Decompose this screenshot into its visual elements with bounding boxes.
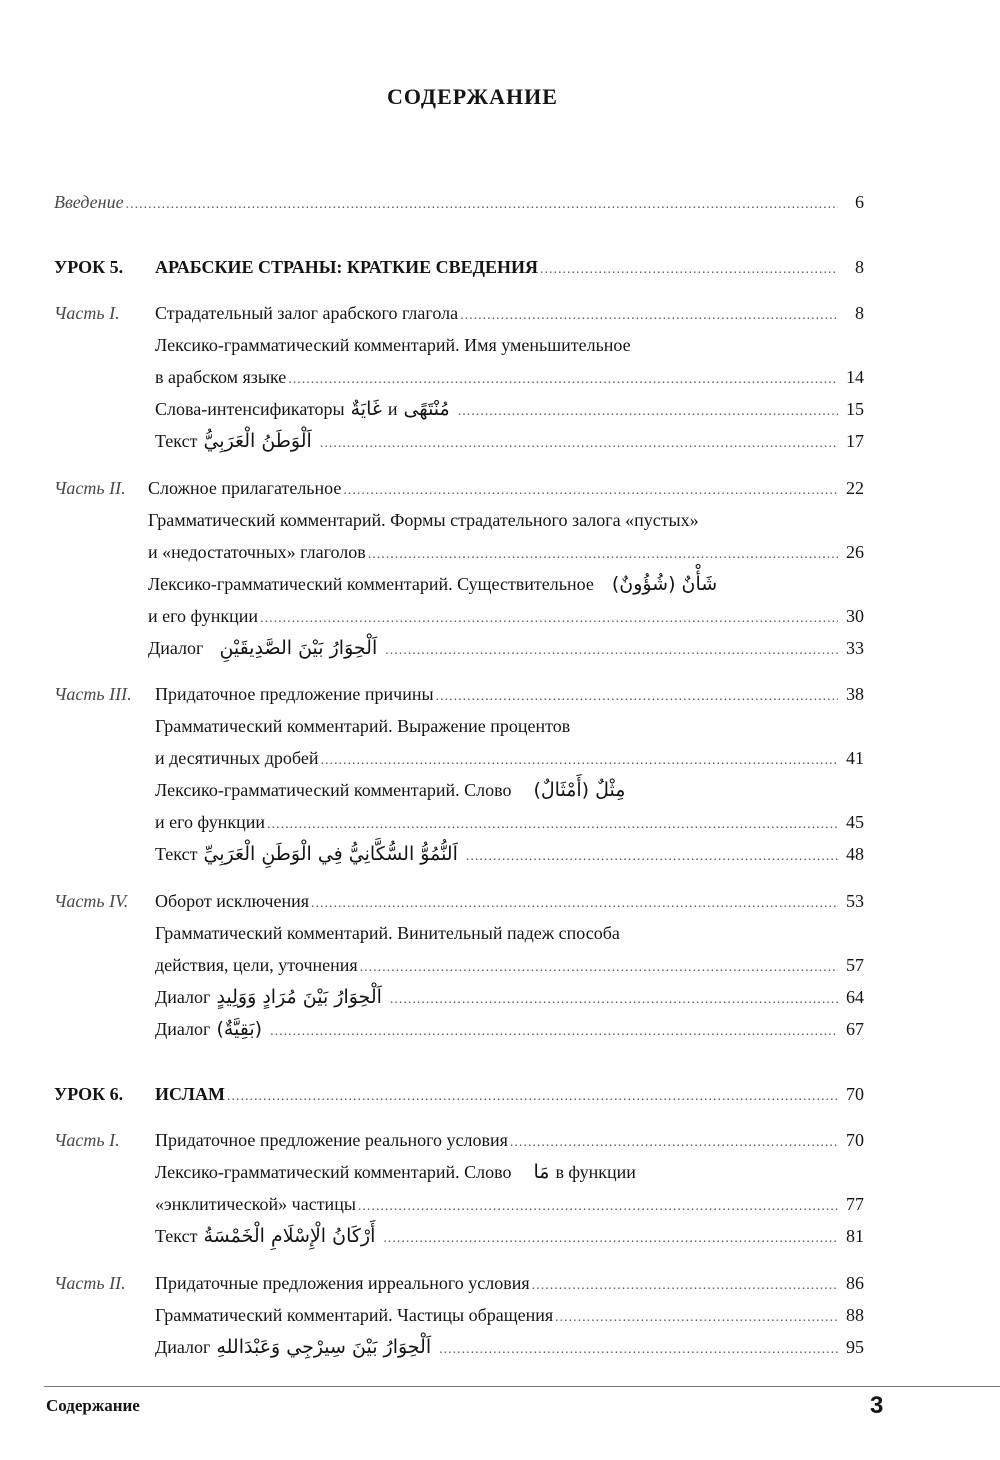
entry-label: Введение	[54, 192, 124, 212]
toc-entry-line	[155, 331, 864, 359]
page-title: СОДЕРЖАНИЕ	[387, 84, 558, 109]
toc-entry[interactable]	[155, 1222, 864, 1250]
part-label: Часть II.	[54, 478, 126, 498]
entry-title: Диалог	[155, 1337, 211, 1357]
entry-title: Оборот исключения	[155, 891, 309, 911]
toc-entry[interactable]	[155, 983, 864, 1011]
leader-dots	[270, 1018, 838, 1046]
arabic-title: اَلْوَطَنُ الْعَرَبِيُّ	[203, 430, 312, 452]
entry-title: Текст	[155, 1226, 198, 1246]
toc-entry-introduction[interactable]	[54, 188, 864, 216]
toc-entry[interactable]	[148, 538, 864, 566]
page-number: 17	[846, 431, 864, 451]
toc-entry-line	[148, 506, 864, 534]
part-label: Часть III.	[54, 684, 132, 704]
page-number: 15	[846, 399, 864, 419]
entry-title: Лексико-грамматический комментарий. Слово	[155, 780, 512, 800]
leader-dots	[383, 1225, 838, 1253]
page-number: 45	[846, 812, 864, 832]
page-number: 14	[846, 367, 864, 387]
page-number: 8	[855, 257, 864, 277]
page-number: 81	[846, 1226, 864, 1246]
page-number: 33	[846, 638, 864, 658]
page-number: 57	[846, 955, 864, 975]
leader-dots	[320, 747, 838, 775]
toc-entry-line	[155, 1158, 864, 1186]
entry-title: Сложное прилагательное	[148, 478, 342, 498]
lesson-title: АРАБСКИЕ СТРАНЫ: КРАТКИЕ СВЕДЕНИЯ	[155, 257, 539, 277]
toc-entry[interactable]	[155, 1190, 864, 1218]
entry-title: Лексико-грамматический комментарий. Слово	[155, 1162, 512, 1182]
page-number: 41	[846, 748, 864, 768]
conjunction: и	[387, 399, 398, 419]
toc-entry[interactable]	[148, 634, 864, 662]
leader-dots	[320, 430, 838, 458]
page-number: 88	[846, 1305, 864, 1325]
leader-dots	[466, 843, 838, 871]
page-number: 30	[846, 606, 864, 626]
leader-dots	[385, 637, 838, 665]
page-number: 8	[855, 303, 864, 323]
leader-dots	[368, 541, 838, 569]
entry-title: Грамматический комментарий. Формы страдательного залога «пустых»	[148, 510, 699, 530]
leader-dots	[311, 890, 838, 918]
entry-title-cont: в арабском языке	[155, 367, 287, 387]
toc-entry[interactable]	[54, 299, 864, 327]
arabic-term: مُنْتَهًى	[403, 398, 450, 420]
entry-title-cont: действия, цели, уточнения	[155, 955, 358, 975]
leader-dots	[439, 1336, 838, 1364]
toc-lesson-6[interactable]	[54, 1080, 864, 1108]
toc-entry-line	[155, 919, 864, 947]
part-label: Часть II.	[54, 1273, 126, 1293]
leader-dots	[360, 954, 838, 982]
entry-title: Слова-интенсификаторы	[155, 399, 345, 419]
entry-title: Придаточное предложение реального условия	[155, 1130, 508, 1150]
leader-dots	[260, 605, 838, 633]
leader-dots	[436, 683, 838, 711]
toc-entry[interactable]	[148, 602, 864, 630]
toc-entry[interactable]	[54, 680, 864, 708]
entry-title: Лексико-грамматический комментарий. Существительное	[148, 574, 594, 594]
entry-title-cont: «энклитической» частицы	[155, 1194, 356, 1214]
leader-dots	[540, 256, 838, 284]
toc-entry[interactable]	[54, 887, 864, 915]
entry-title: Диалог	[155, 1019, 211, 1039]
page-number: 67	[846, 1019, 864, 1039]
toc-entry[interactable]	[155, 427, 864, 455]
entry-title: Диалог	[148, 638, 204, 658]
toc-lesson-5[interactable]	[54, 253, 864, 281]
arabic-term: غَايَةٌ	[350, 398, 382, 420]
page-number: 48	[846, 844, 864, 864]
entry-title: в функции	[555, 1162, 636, 1182]
entry-title: Диалог	[155, 987, 211, 1007]
lesson-number: УРОК 6.	[54, 1084, 124, 1104]
leader-dots	[532, 1272, 838, 1300]
toc-entry[interactable]	[54, 474, 864, 502]
arabic-title: (بَقِيَّةٌ)	[216, 1018, 263, 1040]
page-number: 70	[846, 1130, 864, 1150]
entry-title-cont: и «недостаточных» глаголов	[148, 542, 366, 562]
leader-dots	[390, 986, 838, 1014]
lesson-title: ИСЛАМ	[155, 1084, 225, 1104]
toc-entry-line	[148, 570, 864, 598]
footer-rule	[44, 1386, 1000, 1387]
entry-title-cont: и его функции	[155, 812, 266, 832]
entry-title: Текст	[155, 844, 198, 864]
arabic-title: اَلْحِوَارُ بَيْنَ الصَّدِيقَيْنِ	[219, 637, 378, 659]
entry-title: Страдательный залог арабского глагола	[155, 303, 459, 323]
entry-title: Придаточное предложение причины	[155, 684, 434, 704]
toc-entry[interactable]	[155, 744, 864, 772]
toc-entry-line	[155, 712, 864, 740]
part-label: Часть I.	[54, 303, 120, 323]
entry-title: Грамматический комментарий. Выражение процентов	[155, 716, 571, 736]
page-number: 6	[855, 192, 864, 212]
arabic-title: اَلْحِوَارُ بَيْنَ سِيرْجِي وَعَبْدَاللهِ	[216, 1336, 432, 1358]
entry-title: Грамматический комментарий. Винительный падеж способа	[155, 923, 620, 943]
leader-dots	[510, 1129, 838, 1157]
toc-entry[interactable]	[155, 840, 864, 868]
page-number: 70	[846, 1084, 864, 1104]
toc-entry[interactable]	[155, 1333, 864, 1361]
leader-dots	[343, 477, 838, 505]
arabic-title: اَلْحِوَارُ بَيْنَ مُرَادٍ وَوَلِيدٍ	[216, 986, 382, 1008]
toc-entry[interactable]	[155, 1301, 864, 1329]
page-number: 53	[846, 891, 864, 911]
arabic-term: مِثْلٌ (أَمْثَالٌ)	[533, 779, 626, 801]
footer-title: Содержание	[46, 1396, 140, 1415]
page-number: 22	[846, 478, 864, 498]
leader-dots	[126, 191, 838, 219]
page-number: 86	[846, 1273, 864, 1293]
toc-entry[interactable]	[155, 395, 864, 423]
toc-entry[interactable]	[155, 808, 864, 836]
lesson-number: УРОК 5.	[54, 257, 124, 277]
arabic-term: شَأْنٌ (شُؤُونٌ)	[611, 573, 718, 595]
part-label: Часть IV.	[54, 891, 129, 911]
part-label: Часть I.	[54, 1130, 120, 1150]
leader-dots	[267, 811, 838, 839]
arabic-title: اَلنُّمُوُّ السُّكَّانِيُّ فِي الْوَطَنِ الْعَرَبِيِّ	[203, 843, 458, 865]
leader-dots	[227, 1083, 838, 1111]
leader-dots	[458, 398, 838, 426]
toc-entry[interactable]	[155, 951, 864, 979]
leader-dots	[288, 366, 838, 394]
leader-dots	[555, 1304, 838, 1332]
toc-entry[interactable]	[155, 1015, 864, 1043]
leader-dots	[358, 1193, 838, 1221]
arabic-title: أَرْكَانُ الْإِسْلَامِ الْخَمْسَةُ	[203, 1225, 376, 1247]
entry-title: Грамматический комментарий. Частицы обращения	[155, 1305, 554, 1325]
page-number: 38	[846, 684, 864, 704]
page-number: 64	[846, 987, 864, 1007]
page-number: 26	[846, 542, 864, 562]
entry-title: Придаточные предложения ирреального условия	[155, 1273, 530, 1293]
leader-dots	[460, 302, 838, 330]
entry-title-cont: и его функции	[148, 606, 259, 626]
toc-entry-line	[155, 776, 864, 804]
page-number: 95	[846, 1337, 864, 1357]
toc-entry[interactable]	[54, 1126, 864, 1154]
footer-page-number: 3	[870, 1392, 884, 1419]
entry-title-cont: и десятичных дробей	[155, 748, 319, 768]
entry-title: Текст	[155, 431, 198, 451]
toc-entry[interactable]	[54, 1269, 864, 1297]
entry-title: Лексико-грамматический комментарий. Имя уменьшительное	[155, 335, 631, 355]
page-number: 77	[846, 1194, 864, 1214]
arabic-term: مَا	[533, 1161, 550, 1183]
toc-entry[interactable]	[155, 363, 864, 391]
